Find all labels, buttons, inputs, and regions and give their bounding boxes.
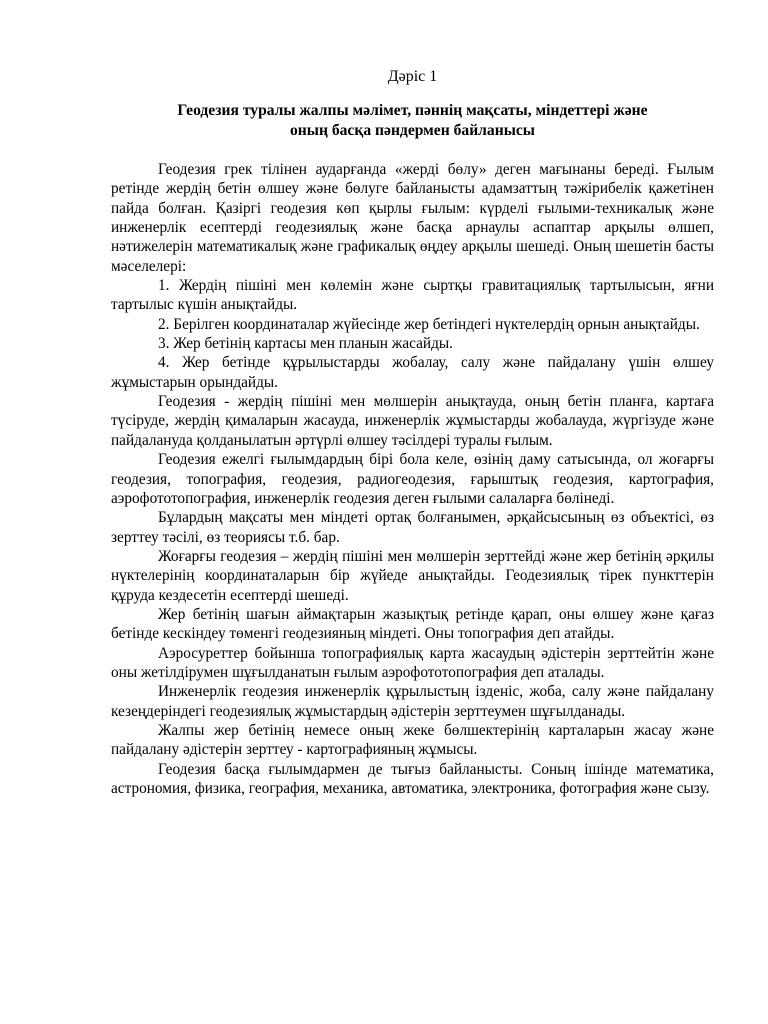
paragraph-higher-geodesy: Жоғарғы геодезия – жердің пішіні мен мөлшерін зерттейді және жер бетінің әрқилы нүктелерінің координаталарын бір жүйеде анықтайды. Геодезиялық тірек пункттерін құруда кездесетін есептерді шешеді. [111,547,714,604]
document-body [111,160,714,798]
paragraph-aerophototopography: Аэросуреттер бойынша топографиялық карта жасаудың әдістерін зерттейтін және оны жетілдірумен шұғылданатын ғылым аэрофототопография деп аталады. [111,644,714,681]
lecture-label: Дәріс 1 [387,68,438,85]
list-item-1: 1. Жердің пішіні мен көлемін және сыртқы гравитациялық тартылысын, яғни тартылыс күшін анықтайды. [111,277,714,314]
paragraph-common-goals: Бұлардың мақсаты мен міндеті ортақ болғанымен, әрқайсысының өз объектісі, өз зерттеу тәсілі, өз теориясы т.б. бар. [111,509,714,546]
list-item-3: 3. Жер бетінің картасы мен планын жасайды. [158,335,453,353]
paragraph-related-sciences: Геодезия басқа ғылымдармен де тығыз байланысты. Соның ішінде математика, астрономия, физика, география, механика, автоматика, электроника, фотография және сызу. [111,760,714,797]
paragraph-branches: Геодезия ежелгі ғылымдардың бірі бола келе, өзінің даму сатысында, ол жоғарғы геодезия, топография, геодезия, радиогеодезия, ғарыштық геодезия, картография, аэрофототопография, инженерлік геодезия деген ғылыми салаларға бөлінеді. [111,451,714,507]
paragraph-engineering-geodesy: Инженерлік геодезия инженерлік құрылыстың ізденіс, жоба, салу және пайдалану кезеңдеріндегі геодезиялық жұмыстардың әдістерін зерттеумен шұғылданады. [111,683,714,720]
list-item-4: 4. Жер бетінде құрылыстарды жобалау, салу және пайдалану үшін өлшеу жұмыстарын орындайды. [111,354,714,391]
title-line-1: Геодезия туралы жалпы мәлімет, пәннің мақсаты, міндеттері және [177,102,648,119]
paragraph-topography: Жер бетінің шағын аймақтарын жазықтық ретінде қарап, оны өлшеу және қағаз бетінде кескіндеу төменгі геодезияның міндеті. Оны топография деп атайды. [111,605,714,643]
paragraph-intro: Геодезия грек тілінен аударғанда «жерді бөлу» деген мағынаны береді. Ғылым ретінде жердің бетін өлшеу және бөлуге байланысты адамзаттың тәжірибелік қажетінен пайда болған. Қазіргі геодезия көп қырлы ғылым: күрделі ғылыми-техникалық және инженерлік есептерді геодезиялық және басқа арнаулы аспаптар арқылы өлшеп, нәтижелерін математикалық және графикалық өңдеу арқылы шешеді. Оның шешетін басты мәселелері: [111,161,714,275]
document-title [111,101,714,141]
paragraph-definition: Геодезия - жердің пішіні мен мөлшерін анықтауда, оның бетін планға, картаға түсіруде, жердің қималарын жасауда, инженерлік жұмыстарды жобалауда, жүргізуде және пайдалануда қолданылатын әртүрлі өлшеу тәсілдері туралы ғылым. [111,393,714,449]
list-item-2: 2. Берілген координаталар жүйесінде жер бетіндегі нүктелердің орнын анықтайды. [158,315,700,333]
title-line-2: оның басқа пәндермен байланысы [290,122,535,139]
paragraph-cartography: Жалпы жер бетінің немесе оның жеке бөлшектерінің карталарын жасау және пайдалану әдістерін зерттеу - картографияның жұмысы. [111,721,714,759]
